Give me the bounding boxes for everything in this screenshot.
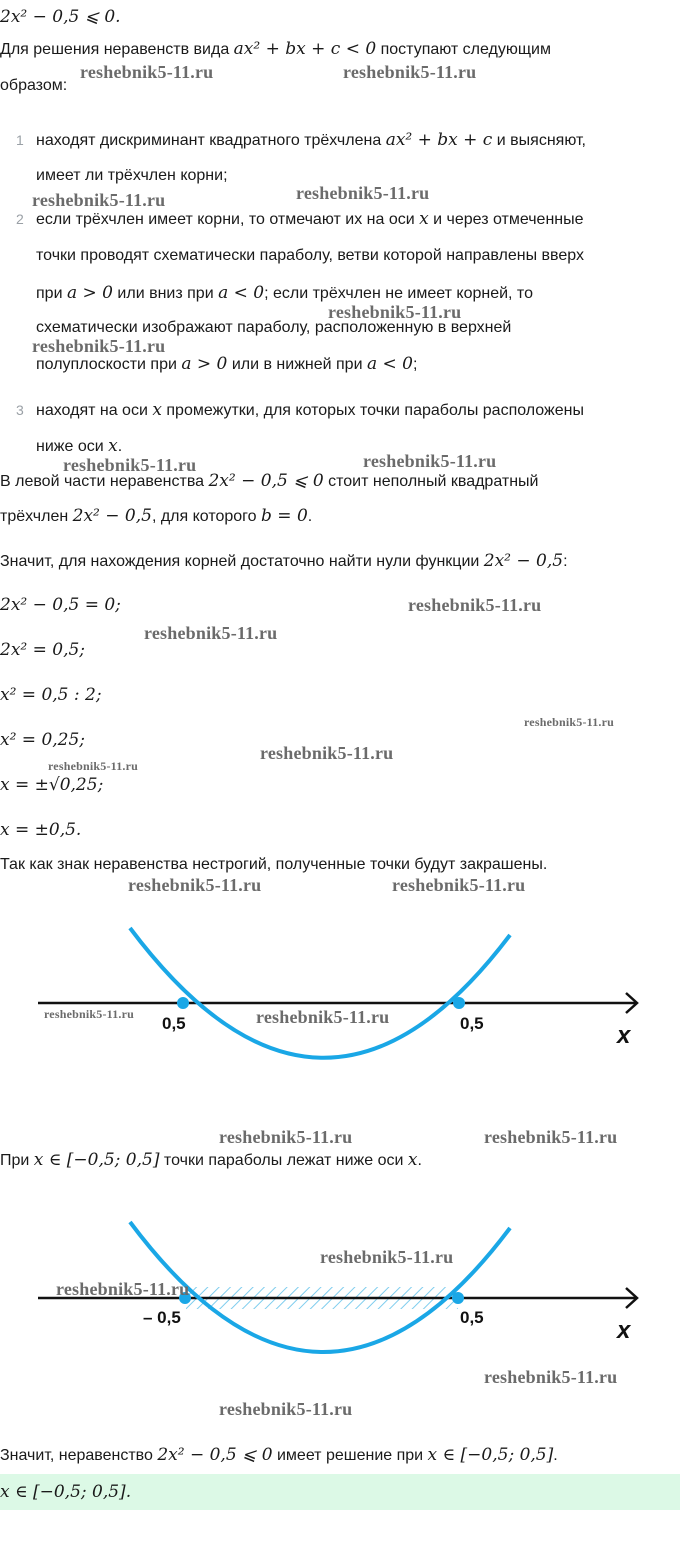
watermark: reshebnik5-11.ru: [144, 623, 278, 643]
text: ; если трёхчлен не имеет корней, то: [264, 285, 533, 302]
watermark: reshebnik5-11.ru: [44, 1007, 134, 1021]
text: или вниз при: [112, 285, 219, 302]
axis-label-x: x: [617, 1317, 631, 1344]
watermark: reshebnik5-11.ru: [32, 190, 166, 210]
step-2-text: [36, 208, 584, 231]
math: x: [407, 1150, 418, 1170]
text: промежутки, для которых точки параболы расположены: [161, 402, 584, 419]
math: x ∈ [−0,5; 0,5]: [33, 1150, 160, 1170]
math: ax² + bx + c: [385, 130, 493, 150]
watermark: reshebnik5-11.ru: [484, 1367, 618, 1387]
watermark: reshebnik5-11.ru: [219, 1127, 353, 1147]
watermark: reshebnik5-11.ru: [128, 875, 262, 895]
watermark: reshebnik5-11.ru: [63, 455, 197, 475]
text: ;: [412, 356, 418, 373]
watermark: reshebnik5-11.ru: [32, 336, 166, 356]
text: и выясняют,: [492, 132, 586, 149]
text: Для решения неравенств вида: [0, 41, 234, 58]
math: 2x² − 0,5 ⩽ 0: [208, 471, 324, 491]
watermark: reshebnik5-11.ru: [363, 451, 497, 471]
watermark: reshebnik5-11.ru: [80, 62, 214, 82]
watermark: reshebnik5-11.ru: [343, 62, 477, 82]
math: x: [152, 400, 162, 420]
step-number: 1: [16, 132, 24, 148]
step-1-text: имеет ли трёхчлен корни;: [36, 167, 228, 184]
step-3-text: [36, 399, 584, 422]
strict-sign-text: Так как знак неравенства нестрогий, полученные точки будут закрашены.: [0, 856, 548, 873]
step-number: 2: [16, 211, 24, 227]
math: ax² + bx + c < 0: [233, 39, 377, 59]
text: стоит неполный квадратный: [323, 473, 539, 490]
root-label-right: 0,5: [460, 1308, 484, 1327]
text: Значит, неравенство: [0, 1447, 158, 1464]
text: .: [417, 1152, 422, 1169]
trinomial-text: [0, 505, 312, 528]
watermark: reshebnik5-11.ru: [48, 759, 138, 773]
text: если трёхчлен имеет корни, то отмечают их на оси: [36, 211, 420, 228]
step-number: 3: [16, 402, 24, 418]
answer-box: [0, 1474, 680, 1510]
parabola-graph-1: [0, 900, 680, 1080]
axis-label-x: x: [617, 1022, 631, 1049]
root-label-right: 0,5: [460, 1014, 484, 1033]
conclusion-text: [0, 1444, 558, 1467]
equation-step: x = ±√0,25;: [0, 775, 104, 795]
text: .: [307, 508, 313, 525]
math: 2x² − 0,5: [72, 506, 152, 526]
text: точки параболы лежат ниже оси: [159, 1152, 408, 1169]
text: .: [117, 438, 123, 455]
below-axis-text: [0, 1149, 422, 1172]
text: и через отмеченные: [428, 211, 584, 228]
watermark: reshebnik5-11.ru: [524, 715, 614, 729]
math: x: [419, 209, 429, 229]
text: Значит, для нахождения корней достаточно найти нули функции: [0, 553, 484, 570]
watermark: reshebnik5-11.ru: [408, 595, 542, 615]
equation-step: 2x² − 0,5 = 0;: [0, 595, 121, 615]
equation-step: x² = 0,5 : 2;: [0, 685, 102, 705]
math: 2x² − 0,5 ⩽ 0: [157, 1445, 273, 1465]
math: x: [108, 436, 118, 456]
math: a < 0: [366, 354, 413, 374]
intro-text: [0, 38, 551, 61]
step-1-text: [36, 129, 586, 152]
zeros-text: [0, 550, 568, 573]
text: или в нижней при: [227, 356, 367, 373]
text: находят дискриминант квадратного трёхчлена: [36, 132, 386, 149]
text: В левой части неравенства: [0, 473, 209, 490]
math: a > 0: [181, 354, 228, 374]
watermark: reshebnik5-11.ru: [328, 302, 462, 322]
text: :: [563, 553, 568, 570]
watermark: reshebnik5-11.ru: [296, 183, 430, 203]
math: a > 0: [66, 283, 113, 303]
watermark: reshebnik5-11.ru: [260, 743, 394, 763]
text: При: [0, 1152, 34, 1169]
answer-text: x ∈ [−0,5; 0,5].: [0, 1482, 132, 1502]
watermark: reshebnik5-11.ru: [320, 1247, 454, 1267]
equation-step: x² = 0,25;: [0, 730, 86, 750]
root-label-left: – 0,5: [143, 1308, 181, 1327]
text: полуплоскости при: [36, 356, 182, 373]
inequality-line: 2x² − 0,5 ⩽ 0.: [0, 7, 121, 27]
equation-step: x = ±0,5.: [0, 820, 82, 840]
text: трёхчлен: [0, 508, 73, 525]
watermark: reshebnik5-11.ru: [484, 1127, 618, 1147]
text: , для которого: [151, 508, 262, 525]
watermark: reshebnik5-11.ru: [392, 875, 526, 895]
math: x ∈ [−0,5; 0,5]: [427, 1445, 554, 1465]
text: поступают следующим: [376, 41, 551, 58]
math: b = 0: [261, 506, 308, 526]
watermark: reshebnik5-11.ru: [56, 1279, 190, 1299]
root-point-right: [453, 997, 465, 1009]
text: при: [36, 285, 67, 302]
root-point-right: [452, 1292, 464, 1304]
watermark: reshebnik5-11.ru: [256, 1007, 390, 1027]
math: 2x² − 0,5: [483, 551, 564, 571]
root-point-left: [177, 997, 189, 1009]
watermark: reshebnik5-11.ru: [219, 1399, 353, 1419]
text: имеет решение при: [272, 1447, 428, 1464]
step-2-text: точки проводят схематически параболу, ветви которой направлены вверх: [36, 247, 584, 264]
step-2-text: схематически изображают параболу, расположенную в верхней: [36, 319, 512, 336]
equation-step: 2x² = 0,5;: [0, 640, 86, 660]
text: .: [553, 1447, 558, 1464]
text: находят на оси: [36, 402, 153, 419]
intro-text-cont: образом:: [0, 77, 68, 94]
math: a < 0: [218, 283, 265, 303]
text: ниже оси: [36, 438, 109, 455]
root-label-left: 0,5: [162, 1014, 186, 1033]
parabola-curve: [130, 928, 510, 1058]
